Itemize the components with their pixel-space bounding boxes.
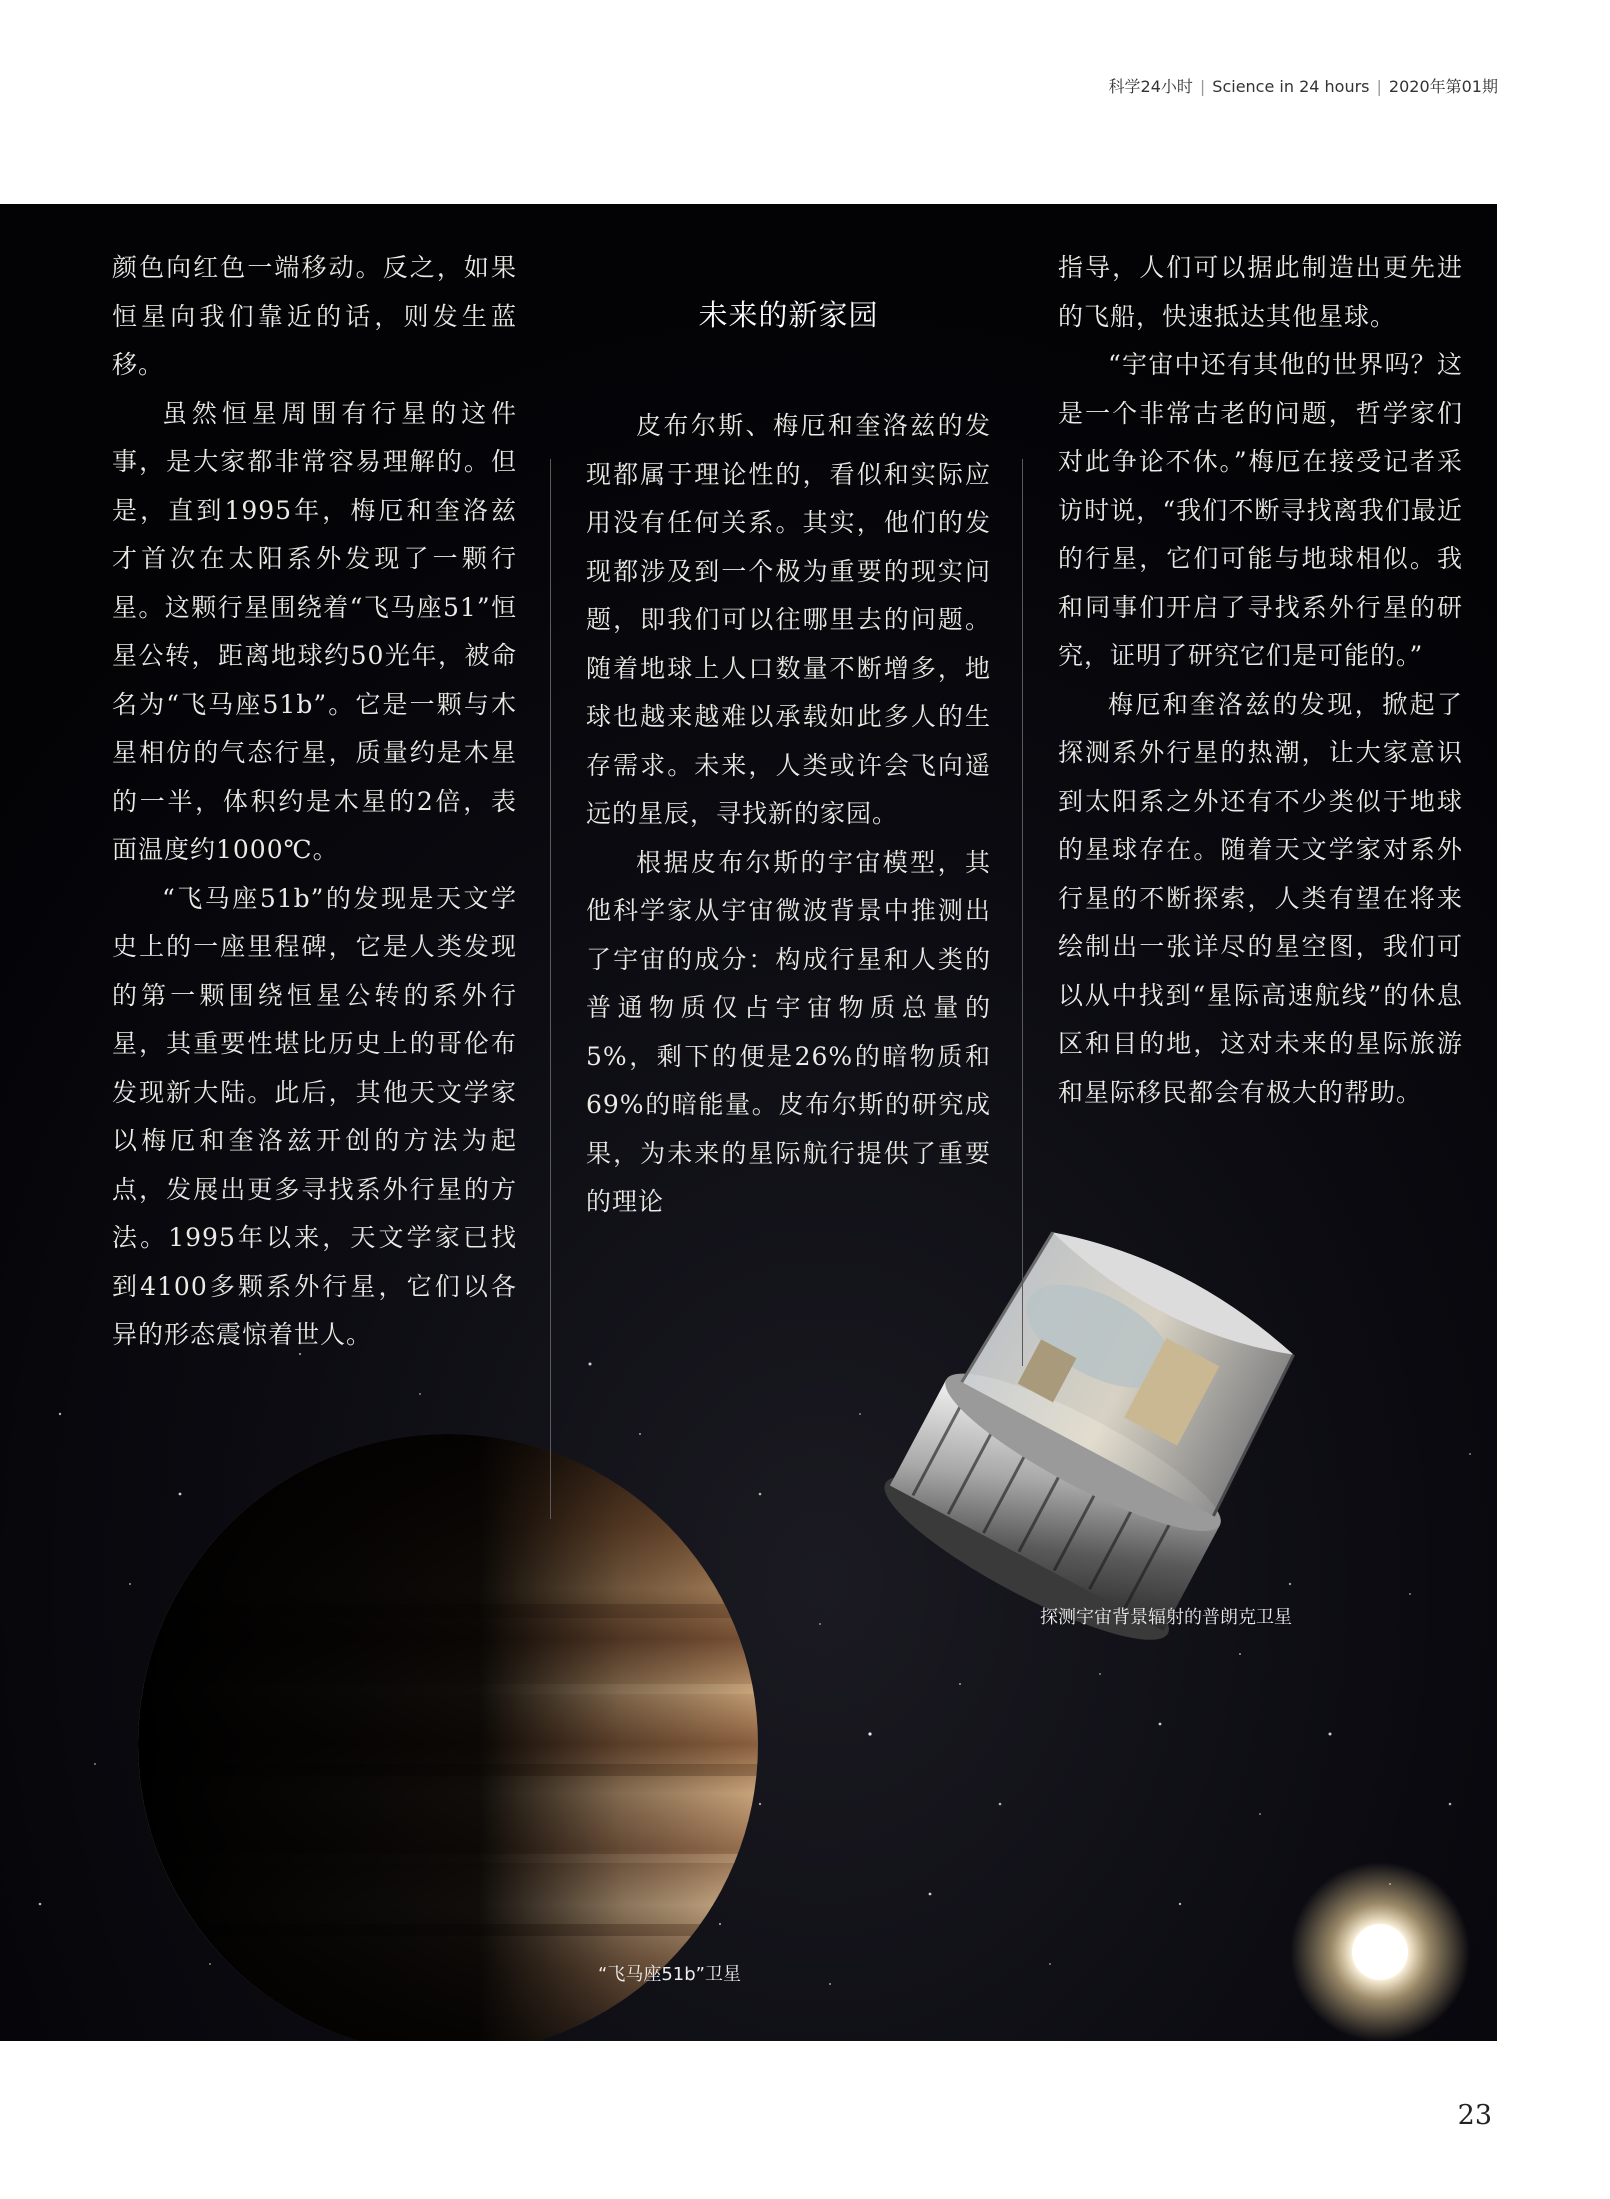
article-column-3 [1058,244,1463,1117]
section-heading: 未来的新家园 [698,298,879,332]
illustration-panel [0,204,1497,2041]
body-paragraph: 根据皮布尔斯的宇宙模型，其他科学家从宇宙微波背景中推测出了宇宙的成分：构成行星和人类的普通物质仅占宇宙物质总量的5%，剩下的便是26%的暗物质和69%的暗能量。皮布尔斯的研究成果，为未来的星际航行提供了重要的理论 [586,847,991,1216]
header-separator: | [1199,77,1206,96]
running-header [1109,74,1498,97]
body-paragraph: 梅厄和奎洛兹的发现，掀起了探测系外行星的热潮，让大家意识到太阳系之外还有不少类似于地球的星球存在。随着天文学家对系外行星的不断探索，人类有望在将来绘制出一张详尽的星空图，我们可以从中找到“星际高速航线”的休息区和目的地，这对未来的星际旅游和星际移民都会有极大的帮助。 [1058,689,1463,1107]
body-paragraph: 颜色向红色一端移动。反之，如果恒星向我们靠近的话，则发生蓝移。 [112,253,517,379]
magazine-name: 科学24小时 [1108,77,1193,96]
page-number: 23 [1457,2100,1492,2131]
body-paragraph: 虽然恒星周围有行星的这件事，是大家都非常容易理解的。但是，直到1995年，梅厄和奎洛兹才首次在太阳系外发现了一颗行星。这颗行星围绕着“飞马座51”恒星公转，距离地球约50光年，被命名为“飞马座51b”。它是一颗与木星相仿的气态行星，质量约是木星的一半，体积约是木星的2倍，表面温度约1000℃。 [112,398,517,864]
body-paragraph: 皮布尔斯、梅厄和奎洛兹的发现都属于理论性的，看似和实际应用没有任何关系。其实，他们的发现都涉及到一个极为重要的现实问题，即我们可以往哪里去的问题。随着地球上人口数量不断增多，地球也越来越难以承载如此多人的生存需求。未来，人类或许会飞向遥远的星辰，寻找新的家园。 [586,411,991,828]
figure-caption-planck: 探测宇宙背景辐射的普朗克卫星 [1040,1607,1292,1628]
issue-label: 2020年第01期 [1388,77,1498,96]
header-separator: | [1376,77,1382,96]
article-column-1 [112,244,517,1360]
host-star-core [1352,1924,1408,1980]
figure-caption-planet: “飞马座51b”卫星 [598,1964,741,1985]
column-divider [550,459,551,1519]
body-paragraph: “飞马座51b”的发现是天文学史上的一座里程碑，它是人类发现的第一颗围绕恒星公转的系外行星，其重要性堪比历史上的哥伦布发现新大陆。此后，其他天文学家以梅厄和奎洛兹开创的方法为起点，发展出更多寻找系外行星的方法。1995年以来，天文学家已找到4100多颗系外行星，它们以各异的形态震惊着世人。 [112,883,517,1349]
column-divider [1022,459,1023,1366]
body-paragraph: “宇宙中还有其他的世界吗？这是一个非常古老的问题，哲学家们对此争论不休。”梅厄在接受记者采访时说，“我们不断寻找离我们最近的行星，它们可能与地球相似。我和同事们开启了寻找系外行星的研究，证明了研究它们是可能的。” [1058,350,1463,670]
magazine-english-name: Science in 24 hours [1212,77,1370,96]
body-paragraph: 指导，人们可以据此制造出更先进的飞船，快速抵达其他星球。 [1058,253,1463,331]
